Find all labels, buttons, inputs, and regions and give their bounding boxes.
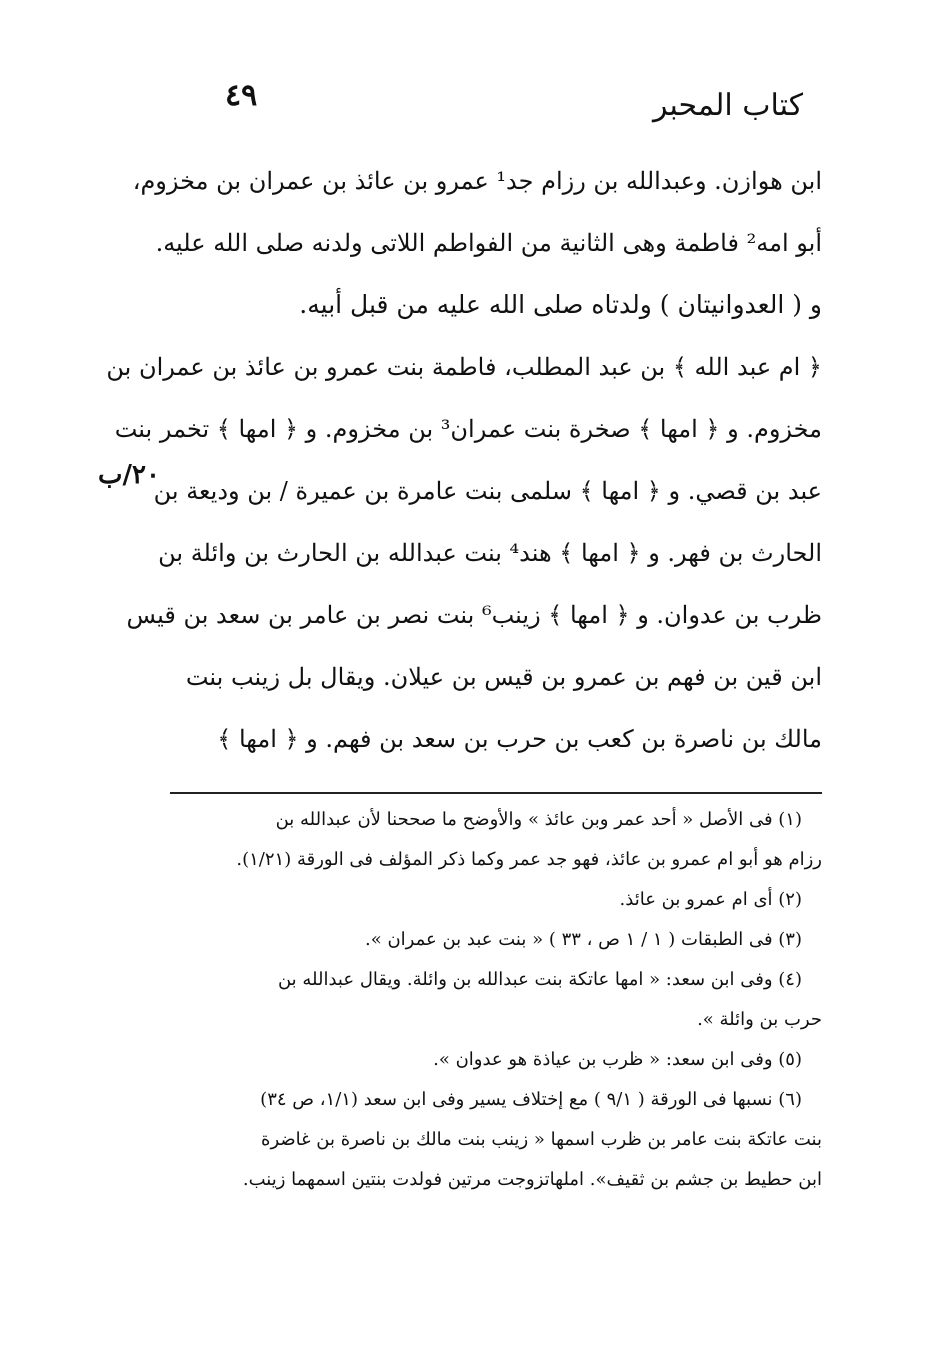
text-line: مالك بن ناصرة بن كعب بن حرب بن سعد بن فهم. و ﴿ امها ﴾ [217, 725, 822, 753]
text-line: عبد بن قصي. و ﴿ امها ﴾ سلمى بنت عامرة بن عميرة / بن وديعة بن [153, 477, 822, 505]
text-line: مخزوم. و ﴿ امها ﴾ صخرة بنت عمران³ بن مخزوم. و ﴿ امها ﴾ تخمر بنت [114, 415, 822, 443]
footnote-line: (٥) وفى ابن سعد: « ظرب بن عياذة هو عدوان ». [433, 1049, 802, 1070]
footnote-line: (٢) أى ام عمرو بن عائذ. [619, 889, 802, 910]
footnote-line: رزام هو أبو ام عمرو بن عائذ، فهو جد عمر وكما ذكر المؤلف فى الورقة (١/٢١). [236, 849, 822, 870]
footnote-divider [170, 792, 822, 794]
text-line: ابن هوازن. وعبدالله بن رزام جد¹ عمرو بن عائذ بن عمران بن مخزوم، [132, 167, 822, 195]
text-line: أبو امه² فاطمة وهى الثانية من الفواطم اللاتى ولدنه صلى الله عليه. [155, 229, 822, 257]
page-number: ٤٩ [225, 78, 258, 113]
text-line: ظرب بن عدوان. و ﴿ امها ﴾ زينب⁶ بنت نصر بن عامر بن سعد بن قيس [126, 601, 822, 629]
footnote-line: (١) فى الأصل « أحد عمر وبن عائذ » والأوضح ما صححنا لأن عبدالله بن [275, 809, 802, 830]
running-title: كتاب المحبر [652, 88, 803, 123]
section-heading-line: و ( العدوانيتان ) ولدتاه صلى الله عليه من قبل أبيه. [299, 290, 822, 319]
footnote-line: بنت عاتكة بنت عامر بن ظرب اسمها « زينب بنت مالك بن ناصرة بن غاضرة [261, 1129, 822, 1150]
footnote-line: (٣) فى الطبقات ( ١ / ١ ص ، ٣٣ ) « بنت عبد بن عمران ». [365, 929, 802, 950]
footnote-line: (٤) وفى ابن سعد: « امها عاتكة بنت عبدالله بن وائلة. ويقال عبدالله بن [277, 969, 802, 990]
footnote-line: حرب بن وائلة ». [697, 1009, 822, 1030]
text-line: ﴿ ام عبد الله ﴾ بن عبد المطلب، فاطمة بنت عمرو بن عائذ بن عمران بن [106, 353, 822, 381]
text-line: ابن قين بن فهم بن عمرو بن قيس بن عيلان. ويقال بل زينب بنت [185, 663, 822, 691]
text-line: الحارث بن فهر. و ﴿ امها ﴾ هند⁴ بنت عبدالله بن الحارث بن وائلة بن [158, 539, 822, 567]
footnotes [170, 800, 822, 1200]
margin-folio-note: ٢٠/ب [98, 460, 160, 490]
footnote-line: (٦) نسبها فى الورقة ( ٩/١ ) مع إختلاف يسير وفى ابن سعد (١/١، ص ٣٤) [260, 1089, 802, 1110]
footnote-line: ابن حطيط بن جشم بن ثقيف». املهاتزوجت مرتين فولدت بنتين اسمهما زينب. [242, 1169, 822, 1190]
